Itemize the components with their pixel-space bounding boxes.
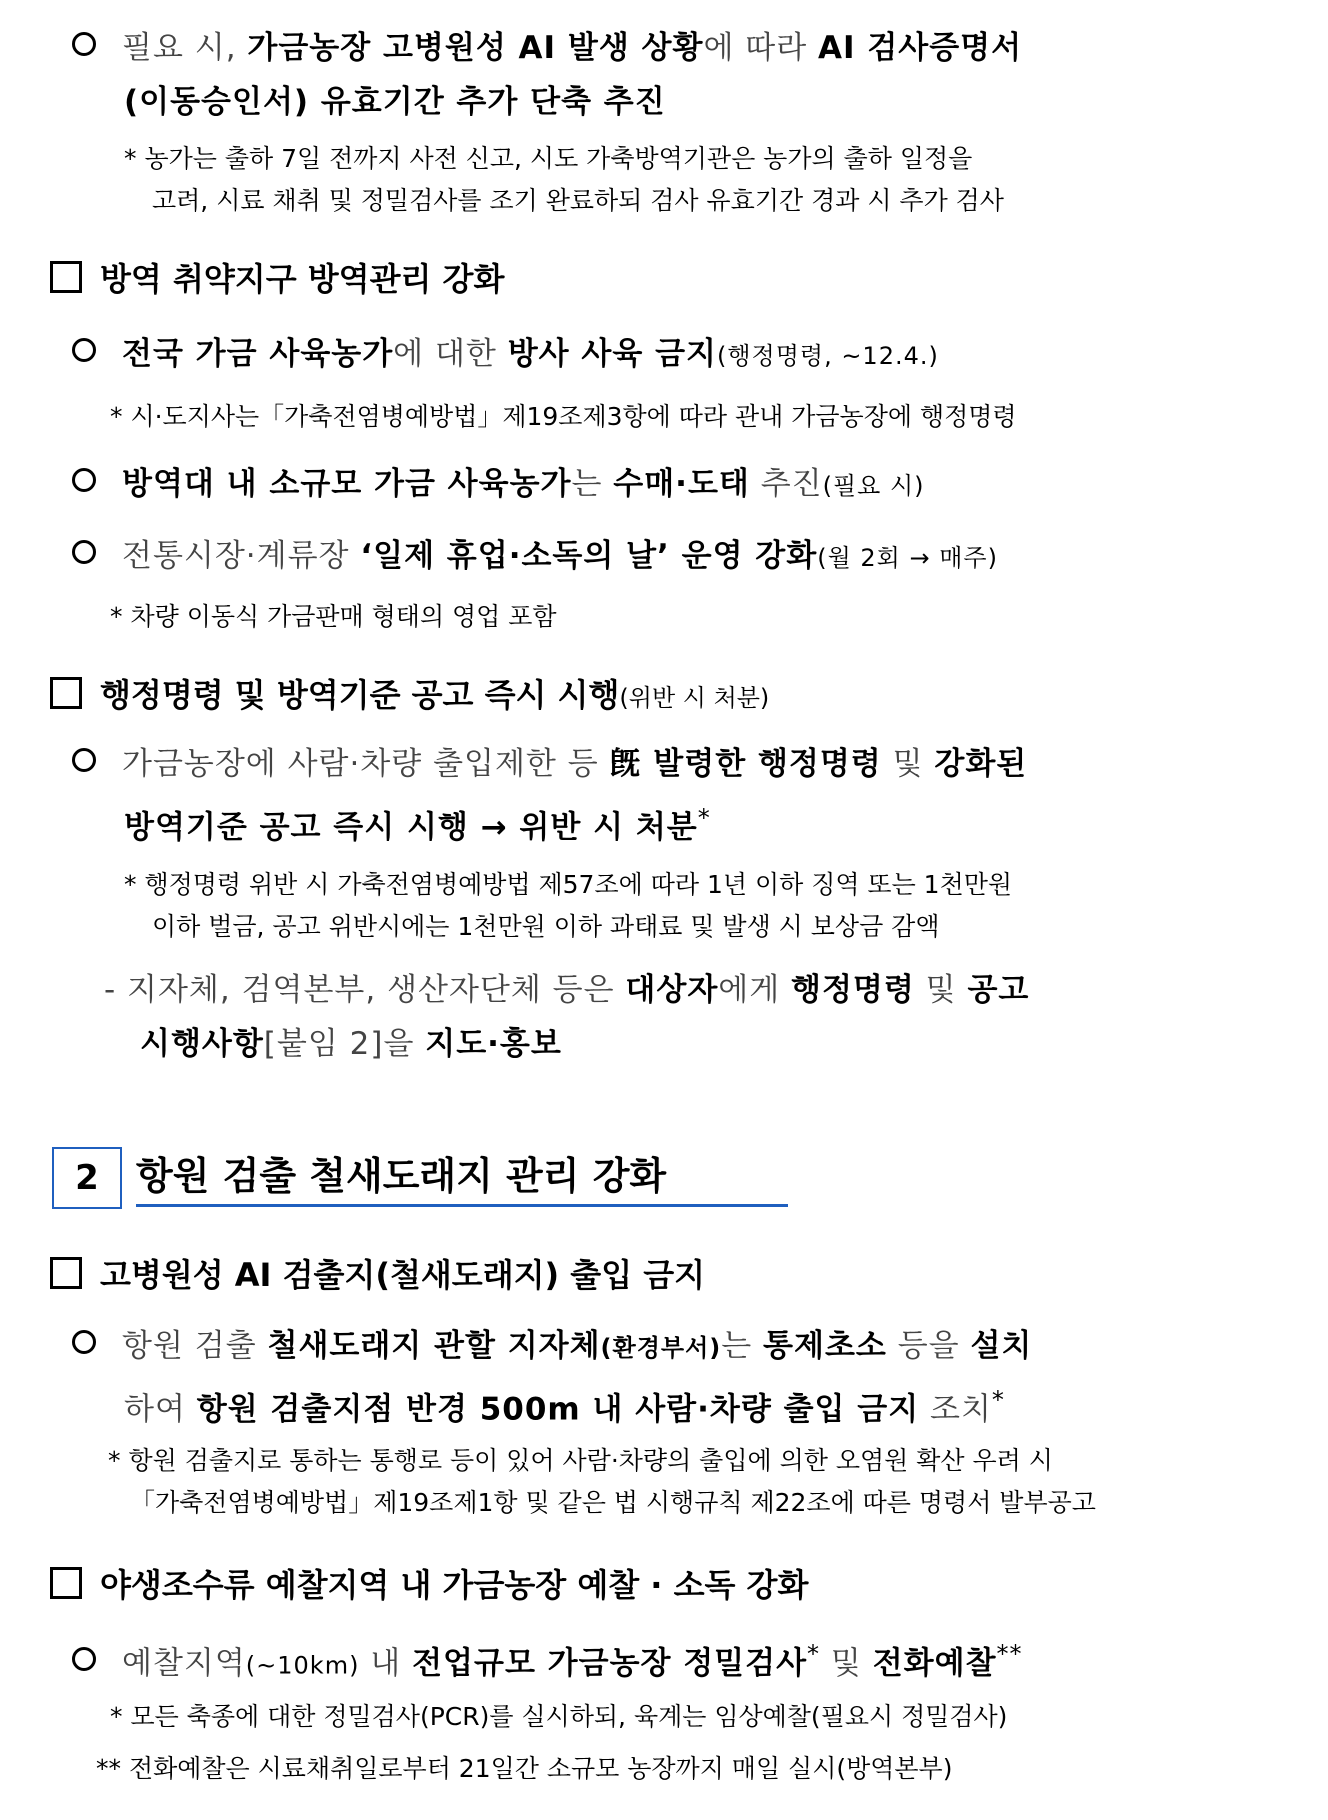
- bullet-small-farm-culling: 방역대 내 소규모 가금 사육농가는 수매·도태 추진(필요 시): [72, 456, 1328, 514]
- note-contamination-line2: 「가축전염병예방법」제19조제1항 및 같은 법 시행규칙 제22조에 따른 명령서 발부공고: [130, 1488, 1096, 1517]
- note-phone-surveillance: ** 전화예찰은 시료채취일로부터 21일간 소규모 농장까지 매일 실시(방역본부): [96, 1754, 953, 1783]
- heading-admin-order: 행정명령 및 방역기준 공고 즉시 시행(위반 시 처분): [50, 670, 1328, 716]
- bullet-market-closure: 전통시장·계류장 ‘일제 휴업·소독의 날’ 운영 강화(월 2회 → 매주): [72, 528, 1328, 586]
- circle-bullet-icon: [72, 1330, 96, 1354]
- circle-bullet-icon: [72, 468, 96, 492]
- square-bullet-icon: [50, 677, 82, 709]
- section-underline: [136, 1204, 788, 1207]
- note-shipping-line1: * 농가는 출하 7일 전까지 사전 신고, 시도 가축방역기관은 농가의 출하 일정을: [124, 144, 973, 173]
- note-penalty-line2: 이하 벌금, 공고 위반시에는 1천만원 이하 과태료 및 발생 시 보상금 감액: [152, 912, 940, 941]
- section-title: 항원 검출 철새도래지 관리 강화: [136, 1154, 667, 1198]
- section-number: 2: [52, 1147, 122, 1209]
- heading-detection-site-ban: 고병원성 AI 검출지(철새도래지) 출입 금지: [50, 1250, 1328, 1296]
- circle-bullet-icon: [72, 1647, 96, 1671]
- note-pcr-test: * 모든 축종에 대한 정밀검사(PCR)를 실시하되, 육계는 임상예찰(필요시 정밀검사): [110, 1702, 1008, 1731]
- square-bullet-icon: [50, 261, 82, 293]
- note-admin-order: * 시·도지사는「가축전염병예방법」제19조제3항에 따라 관내 가금농장에 행정명령: [110, 402, 1017, 431]
- square-bullet-icon: [50, 1567, 82, 1599]
- square-bullet-icon: [50, 1257, 82, 1289]
- circle-bullet-icon: [72, 748, 96, 772]
- note-penalty-line1: * 행정명령 위반 시 가축전염병예방법 제57조에 따라 1년 이하 징역 또는 1천만원: [124, 870, 1013, 899]
- bullet-checkpoint-line1: 항원 검출 철새도래지 관할 지자체(환경부서)는 통제초소 등을 설치: [72, 1318, 1328, 1376]
- dash-guidance-line2: 시행사항[붙임 2]을 지도·홍보: [140, 1026, 562, 1062]
- bullet-immediate-enforcement-line1: 가금농장에 사람·차량 출입제한 등 旣 발령한 행정명령 및 강화된: [72, 736, 1328, 792]
- heading-vulnerable-zone: 방역 취약지구 방역관리 강화: [50, 254, 1328, 300]
- bullet-free-range-ban: 전국 가금 사육농가에 대한 방사 사육 금지(행정명령, ~12.4.): [72, 326, 1328, 384]
- bullet-surveillance-area: 예찰지역(~10km) 내 전업규모 가금농장 정밀검사* 및 전화예찰**: [72, 1626, 1328, 1693]
- circle-bullet-icon: [72, 338, 96, 362]
- heading-wild-bird-surveillance: 야생조수류 예찰지역 내 가금농장 예찰 · 소독 강화: [50, 1560, 1328, 1606]
- bullet-ai-certificate-line1: 필요 시, 가금농장 고병원성 AI 발생 상황에 따라 AI 검사증명서: [72, 20, 1328, 76]
- bullet-ai-certificate-line2: (이동승인서) 유효기간 추가 단축 추진: [124, 84, 666, 120]
- circle-bullet-icon: [72, 32, 96, 56]
- note-mobile-vendor: * 차량 이동식 가금판매 형태의 영업 포함: [110, 602, 557, 631]
- note-contamination-line1: * 항원 검출지로 통하는 통행로 등이 있어 사람·차량의 출입에 의한 오염원 확산 우려 시: [108, 1446, 1053, 1475]
- dash-guidance-line1: - 지자체, 검역본부, 생산자단체 등은 대상자에게 행정명령 및 공고: [104, 972, 1030, 1008]
- bullet-checkpoint-line2: 하여 항원 검출지점 반경 500m 내 사람·차량 출입 금지 조치*: [124, 1386, 1005, 1428]
- note-shipping-line2: 고려, 시료 채취 및 정밀검사를 조기 완료하되 검사 유효기간 경과 시 추가 검사: [152, 186, 1004, 215]
- bullet-immediate-enforcement-line2: 방역기준 공고 즉시 시행 → 위반 시 처분*: [124, 804, 711, 846]
- circle-bullet-icon: [72, 540, 96, 564]
